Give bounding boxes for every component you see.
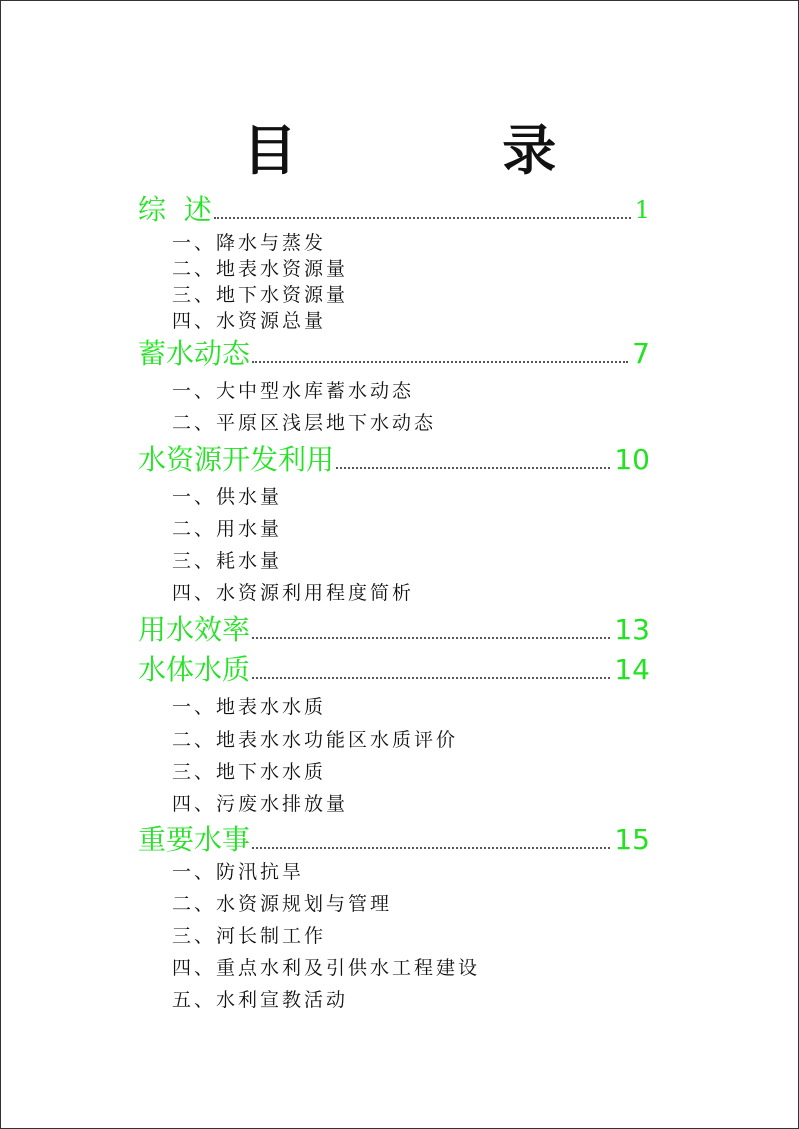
page-number: 13 [614,613,650,646]
toc-item[interactable]: 一、大中型水库蓄水动态 [172,380,415,402]
section-title: 蓄水动态 [138,337,251,370]
page-number: 14 [614,653,650,686]
toc-section-overview[interactable] [138,193,650,227]
dot-leader [252,636,610,639]
page-number: 7 [632,337,650,370]
toc-section-development[interactable] [138,443,650,477]
toc-item[interactable]: 二、用水量 [172,518,283,540]
page-number: 10 [614,443,650,476]
toc-item[interactable]: 四、污废水排放量 [172,793,349,815]
section-title: 综 述 [138,193,212,226]
toc-section-quality[interactable] [138,653,650,687]
toc-item[interactable]: 二、水资源规划与管理 [172,893,393,915]
section-title: 水体水质 [138,653,251,686]
toc-item[interactable]: 一、防汛抗旱 [172,861,305,883]
page-number: 1 [634,196,650,224]
toc-item[interactable]: 四、水资源总量 [172,310,327,332]
toc-item[interactable]: 二、平原区浅层地下水动态 [172,412,437,434]
dot-leader [252,360,628,363]
toc-item[interactable]: 一、供水量 [172,486,283,508]
toc-item[interactable]: 一、地表水水质 [172,696,327,718]
section-title: 水资源开发利用 [138,443,335,476]
toc-item[interactable]: 三、河长制工作 [172,925,327,947]
toc-item[interactable]: 三、地下水资源量 [172,284,349,306]
toc-item[interactable]: 一、降水与蒸发 [172,232,327,254]
toc-section-events[interactable] [138,823,650,857]
dot-leader [336,466,610,469]
dot-leader [252,846,610,849]
toc-item[interactable]: 三、耗水量 [172,550,283,572]
toc-section-storage[interactable] [138,337,650,371]
toc-section-efficiency[interactable] [138,613,650,647]
toc-title: 目 录 [242,118,613,182]
dot-leader [214,216,631,219]
dot-leader [252,676,610,679]
toc-item[interactable]: 五、水利宣教活动 [172,989,349,1011]
page-number: 15 [614,823,650,856]
section-title: 重要水事 [138,823,251,856]
toc-item[interactable]: 二、地表水水功能区水质评价 [172,729,459,751]
toc-item[interactable]: 三、地下水水质 [172,761,327,783]
toc-item[interactable]: 二、地表水资源量 [172,258,349,280]
toc-item[interactable]: 四、重点水利及引供水工程建设 [172,957,481,979]
section-title: 用水效率 [138,613,251,646]
toc-item[interactable]: 四、水资源利用程度简析 [172,582,415,604]
